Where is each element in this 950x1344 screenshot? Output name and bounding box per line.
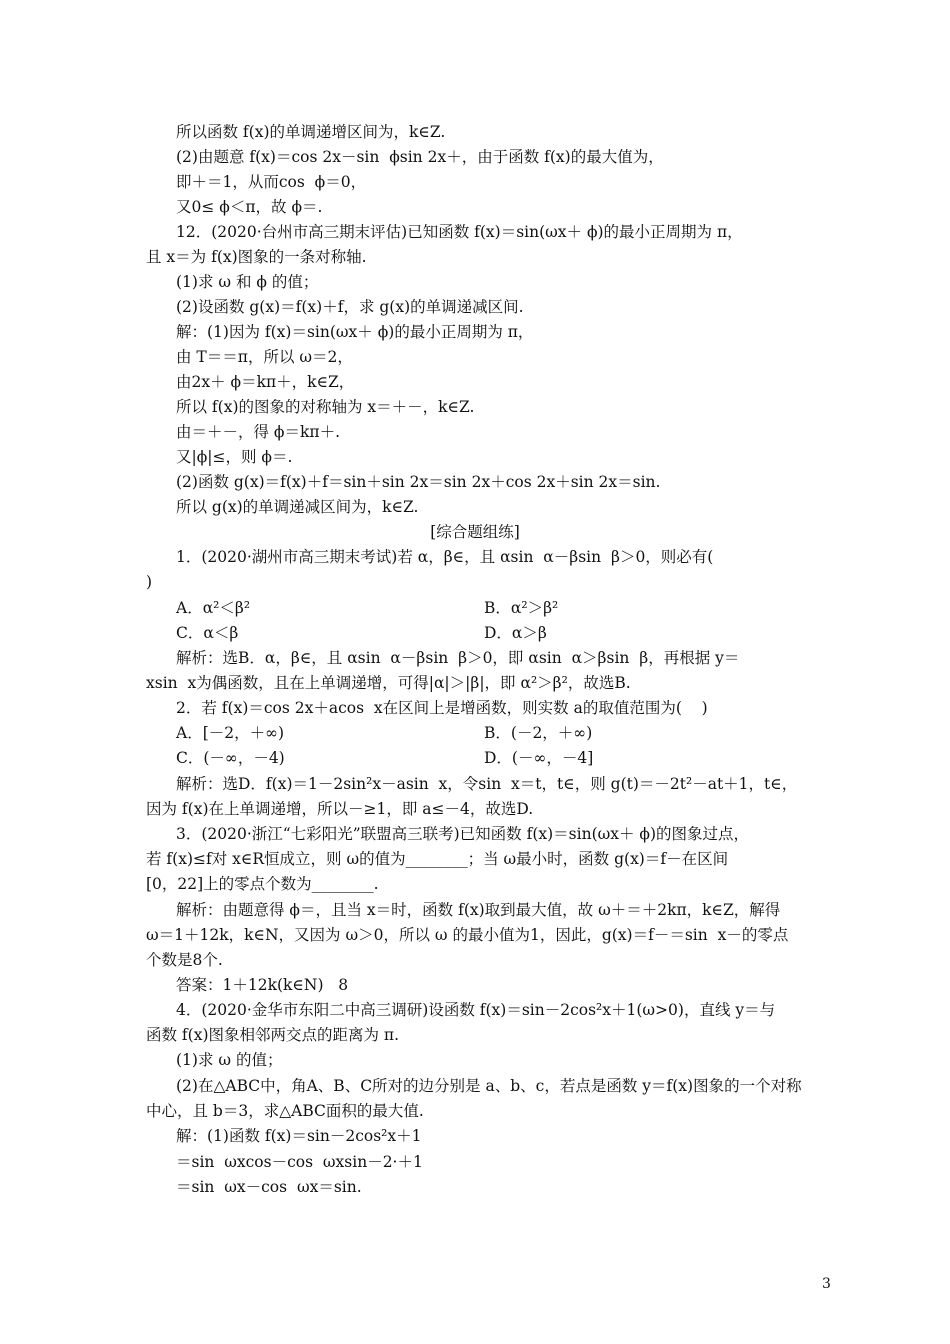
answer-line: 答案：1＋12k(k∈N) 8 [176,976,349,994]
text-line: 所以 f(x)的图象的对称轴为 x＝＋－，k∈Z. [176,398,475,416]
question-3-stem: 3．(2020·浙江“七彩阳光”联盟高三联考)已知函数 f(x)＝sin(ωx＋ ϕ)的图象过点， [176,825,750,843]
text-line: 且 x＝为 f(x)图象的一条对称轴. [146,248,367,266]
solution-line: 解：(1)函数 f(x)＝sin－2cos²x＋1 [176,1127,422,1145]
question-12-stem: 12．(2020·台州市高三期末评估)已知函数 f(x)＝sin(ωx＋ ϕ)的最小正周期为 π， [176,223,743,241]
question-2-stem: 2．若 f(x)＝cos 2x＋acos x在区间上是增函数，则实数 a的取值范围为( ) [176,699,708,717]
option-d: D．(－∞，－4] [484,749,594,767]
option-d: D．α＞β [484,624,547,642]
text-line: 由2x＋ ϕ＝kπ＋，k∈Z， [176,373,355,391]
option-a: A．α²＜β² [176,599,251,617]
solution-line: 解析：选D．f(x)＝1－2sin²x－asin x，令sin x＝t，t∈，则 g(t)＝－2t²－at＋1，t∈， [176,775,798,793]
text-line: (1)求 ω 的值； [176,1051,283,1069]
solution-line: 解析：选B．α，β∈，且 αsin α－βsin β＞0，即 αsin α＞βsin β，再根据 y＝ [176,649,740,667]
text-line: 又|ϕ|≤，则 ϕ＝. [176,448,293,466]
text-line: (2)设函数 g(x)＝f(x)＋f，求 g(x)的单调递减区间. [176,298,524,316]
option-c: C．(－∞，－4) [176,749,285,767]
question-4-stem: 4．(2020·金华市东阳二中高三调研)设函数 f(x)＝sin－2cos²x＋1(ω>0)，直线 y＝与 [176,1001,776,1019]
text-line: (2)在△ABC中，角A、B、C所对的边分别是 a、b、c，若点是函数 y＝f(x)图象的一个对称 [176,1077,802,1095]
text-line: (2)由题意 f(x)＝cos 2x－sin ϕsin 2x＋，由于函数 f(x)的最大值为， [176,148,664,166]
solution-line: ω＝1＋12k，k∈N，又因为 ω＞0，所以 ω 的最小值为1，因此，g(x)＝f－＝sin x－的零点 [146,926,789,944]
question-1-stem-cont: ) [146,573,153,591]
page-number: 3 [822,1276,831,1292]
text-line: 中心，且 b＝3，求△ABC面积的最大值. [146,1102,424,1120]
option-b: B．(－2，＋∞) [484,724,593,742]
solution-line: 个数是8个. [146,951,223,969]
solution-line: 解析：由题意得 ϕ＝，且当 x＝时，函数 f(x)取到最大值，故 ω＋＝＋2kπ，k∈Z，解得 [176,901,781,919]
text-line: 所以函数 f(x)的单调递增区间为，k∈Z. [176,123,446,141]
solution-line: ＝sin ωxcos－cos ωxsin－2·＋1 [176,1153,423,1171]
option-c: C．α＜β [176,624,239,642]
solution-line: 因为 f(x)在上单调递增，所以－≥1，即 a≤－4，故选D. [146,800,534,818]
text-line: 即＋＝1，从而cos ϕ＝0， [176,173,367,191]
text-line: 由＝＋－，得 ϕ＝kπ＋. [176,423,340,441]
text-line: [0，22]上的零点个数为________. [146,875,379,893]
question-1-stem: 1．(2020·湖州市高三期末考试)若 α，β∈，且 αsin α－βsin β＞0，则必有( [176,548,714,566]
text-line: 解：(1)因为 f(x)＝sin(ωx＋ ϕ)的最小正周期为 π， [176,323,534,341]
option-a: A．[－2，＋∞) [176,724,285,742]
text-line: 又0≤ ϕ＜π，故 ϕ＝. [176,198,323,216]
text-line: 所以 g(x)的单调递减区间为，k∈Z. [176,498,419,516]
text-line: 由 T＝＝π，所以 ω＝2， [176,348,353,366]
text-line: (2)函数 g(x)＝f(x)＋f＝sin＋sin 2x＝sin 2x＋cos 2x＋sin 2x＝sin. [176,473,661,491]
text-line: 若 f(x)≤f对 x∈R恒成立，则 ω的值为________；当 ω最小时，函数 g(x)＝f－在区间 [146,850,729,868]
section-title: [综合题组练] [430,523,520,541]
text-line: 函数 f(x)图象相邻两交点的距离为 π. [146,1026,400,1044]
solution-line: xsin x为偶函数，且在上单调递增，可得|α|＞|β|，即 α²＞β²，故选B. [146,674,631,692]
solution-line: ＝sin ωx－cos ωx＝sin. [176,1178,362,1196]
option-b: B．α²＞β² [484,599,559,617]
text-line: (1)求 ω 和 ϕ 的值； [176,273,319,291]
